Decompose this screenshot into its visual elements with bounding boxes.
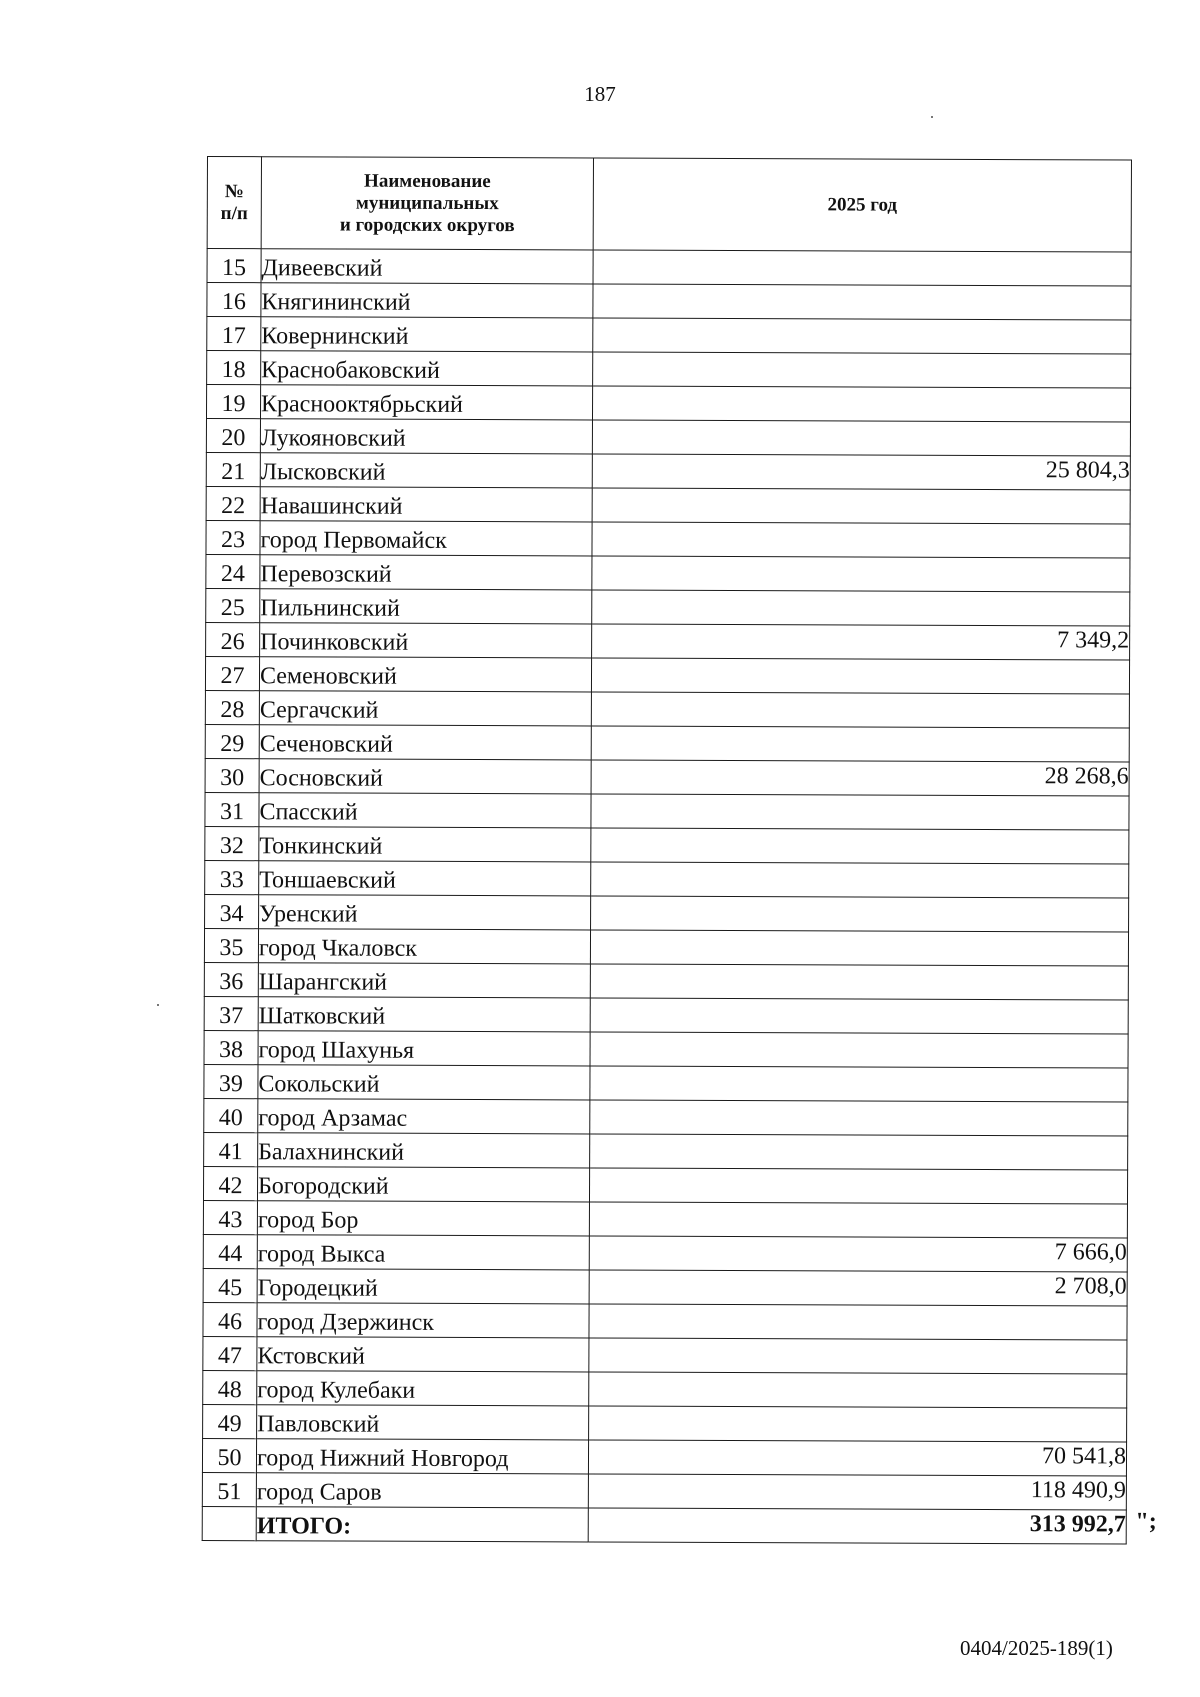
table-header-row: [207, 157, 1131, 253]
row-number: 24: [206, 554, 260, 588]
table-row: [206, 554, 1130, 592]
row-amount: 118 490,9: [588, 1474, 1126, 1510]
row-amount: [590, 1100, 1128, 1136]
table-row: [205, 826, 1129, 864]
table-row: [206, 385, 1130, 423]
row-amount: [592, 590, 1130, 626]
row-number: 31: [205, 792, 259, 826]
row-number: 28: [205, 690, 259, 724]
row-amount: [589, 1202, 1127, 1238]
row-amount: [591, 896, 1129, 932]
table-row: [206, 486, 1130, 524]
row-number: 19: [206, 385, 260, 419]
table-row: [207, 351, 1131, 389]
row-number: 22: [206, 486, 260, 520]
row-amount: [589, 1168, 1127, 1204]
closing-quote: ";: [1135, 1508, 1157, 1535]
row-municipality-name: Лысковский: [260, 453, 592, 488]
row-amount: [593, 318, 1131, 354]
row-amount: [593, 250, 1131, 286]
row-number: 26: [206, 622, 260, 656]
table-row: [203, 1336, 1127, 1374]
header-year: 2025 год: [593, 158, 1131, 252]
page-number: 187: [584, 82, 616, 106]
row-amount: 2 708,0: [589, 1270, 1127, 1306]
row-amount: [590, 964, 1128, 1000]
table-row: [204, 928, 1128, 966]
row-number: 33: [205, 860, 259, 894]
table-row: [202, 1472, 1126, 1510]
row-amount: [591, 862, 1129, 898]
row-number: 51: [202, 1472, 256, 1506]
row-municipality-name: Балахнинский: [258, 1133, 590, 1168]
table-row: [203, 1302, 1127, 1340]
row-municipality-name: Сергачский: [259, 691, 591, 726]
total-number-cell: [202, 1506, 256, 1540]
row-municipality-name: город Арзамас: [258, 1099, 590, 1134]
total-label: ИТОГО:: [256, 1507, 588, 1542]
row-amount: [591, 692, 1129, 728]
row-amount: [593, 284, 1131, 320]
row-number: 35: [204, 928, 258, 962]
table-row: [206, 622, 1130, 660]
table-row: [203, 1234, 1127, 1272]
row-municipality-name: Сеченовский: [259, 725, 591, 760]
row-amount: [592, 420, 1130, 456]
table-row: [204, 1132, 1128, 1170]
row-number: 41: [204, 1132, 258, 1166]
table-row: [206, 588, 1130, 626]
row-amount: [589, 1338, 1127, 1374]
budget-table: [202, 156, 1157, 1545]
row-municipality-name: Краснобаковский: [261, 351, 593, 386]
header-name: [261, 157, 593, 250]
row-amount: [592, 488, 1130, 524]
row-municipality-name: Богородский: [257, 1167, 589, 1202]
row-municipality-name: Сосновский: [259, 759, 591, 794]
table-row: [205, 792, 1129, 830]
table-row: [203, 1200, 1127, 1238]
budget-table-container: [202, 156, 1157, 1545]
row-number: 39: [204, 1064, 258, 1098]
row-number: 25: [206, 588, 260, 622]
row-amount: [590, 1066, 1128, 1102]
row-number: 48: [203, 1370, 257, 1404]
row-number: 44: [203, 1234, 257, 1268]
row-municipality-name: город Кулебаки: [257, 1371, 589, 1406]
row-municipality-name: Княгининский: [261, 283, 593, 318]
table-row: [206, 452, 1130, 490]
table-row: [207, 283, 1131, 321]
row-amount: [593, 352, 1131, 388]
row-number: 45: [203, 1268, 257, 1302]
row-municipality-name: город Дзержинск: [257, 1303, 589, 1338]
row-number: 18: [207, 351, 261, 385]
row-municipality-name: Семеновский: [259, 657, 591, 692]
row-number: 17: [207, 317, 261, 351]
total-value-cell: [588, 1508, 1157, 1544]
table-row: [207, 249, 1131, 287]
table-row: [204, 1064, 1128, 1102]
header-number-text: № п/п: [220, 180, 248, 224]
row-municipality-name: Пильнинский: [260, 589, 592, 624]
total-row: [202, 1506, 1126, 1544]
table-row: [203, 1404, 1127, 1442]
row-number: 34: [205, 894, 259, 928]
row-amount: [592, 556, 1130, 592]
table-row: [204, 962, 1128, 1000]
row-number: 47: [203, 1336, 257, 1370]
row-municipality-name: Городецкий: [257, 1269, 589, 1304]
scan-speck: [931, 116, 933, 118]
scan-speck: [157, 1004, 159, 1006]
table-row: [207, 317, 1131, 355]
row-number: 15: [207, 249, 261, 283]
row-number: 36: [204, 962, 258, 996]
row-number: 16: [207, 283, 261, 317]
row-amount: 7 349,2: [592, 624, 1130, 660]
row-amount: [592, 522, 1130, 558]
table-row: [206, 419, 1130, 457]
table-row: [205, 894, 1129, 932]
row-number: 50: [202, 1438, 256, 1472]
total-value: 313 992,7: [1029, 1511, 1126, 1538]
row-municipality-name: Тонкинский: [259, 827, 591, 862]
row-municipality-name: Перевозский: [260, 555, 592, 590]
table-body: [202, 249, 1157, 1545]
row-municipality-name: Починковский: [260, 623, 592, 658]
row-amount: [591, 794, 1129, 830]
row-amount: [591, 658, 1129, 694]
row-amount: [589, 1406, 1127, 1442]
row-municipality-name: город Саров: [256, 1473, 588, 1508]
row-municipality-name: Спасский: [259, 793, 591, 828]
row-municipality-name: город Выкса: [257, 1235, 589, 1270]
table-row: [205, 860, 1129, 898]
table-row: [203, 1268, 1127, 1306]
row-number: 27: [205, 656, 259, 690]
row-amount: [589, 1304, 1127, 1340]
row-number: 46: [203, 1302, 257, 1336]
row-municipality-name: Ковернинский: [261, 317, 593, 352]
table-row: [202, 1438, 1126, 1476]
row-municipality-name: город Первомайск: [260, 521, 592, 556]
header-number: [207, 157, 261, 249]
row-amount: [589, 1372, 1127, 1408]
table-row: [205, 690, 1129, 728]
row-number: 32: [205, 826, 259, 860]
row-number: 21: [206, 452, 260, 486]
row-municipality-name: Краснооктябрьский: [260, 385, 592, 420]
row-number: 37: [204, 996, 258, 1030]
table-row: [203, 1370, 1127, 1408]
table-row: [203, 1166, 1127, 1204]
row-municipality-name: город Нижний Новгород: [256, 1439, 588, 1474]
table-row: [204, 1030, 1128, 1068]
row-municipality-name: город Чкаловск: [258, 929, 590, 964]
row-number: 42: [203, 1166, 257, 1200]
row-number: 23: [206, 520, 260, 554]
row-municipality-name: Шатковский: [258, 997, 590, 1032]
row-number: 30: [205, 758, 259, 792]
row-amount: 7 666,0: [589, 1236, 1127, 1272]
header-name-text: Наименование муниципальных и городских округов: [339, 170, 515, 236]
row-amount: [590, 998, 1128, 1034]
table-row: [204, 1098, 1128, 1136]
row-municipality-name: Шарангский: [258, 963, 590, 998]
row-amount: [591, 726, 1129, 762]
row-municipality-name: Уренский: [259, 895, 591, 930]
row-municipality-name: город Шахунья: [258, 1031, 590, 1066]
row-number: 40: [204, 1098, 258, 1132]
row-municipality-name: Лукояновский: [260, 419, 592, 454]
row-number: 38: [204, 1030, 258, 1064]
row-amount: [592, 386, 1130, 422]
row-municipality-name: город Бор: [257, 1201, 589, 1236]
document-code: 0404/2025-189(1): [960, 1636, 1113, 1660]
row-municipality-name: Павловский: [257, 1405, 589, 1440]
row-municipality-name: Сокольский: [258, 1065, 590, 1100]
row-number: 49: [203, 1404, 257, 1438]
row-municipality-name: Кстовский: [257, 1337, 589, 1372]
table-row: [205, 758, 1129, 796]
row-amount: [590, 1032, 1128, 1068]
row-number: 43: [203, 1200, 257, 1234]
row-amount: [590, 1134, 1128, 1170]
row-amount: 25 804,3: [592, 454, 1130, 490]
row-amount: [591, 828, 1129, 864]
table-row: [206, 520, 1130, 558]
row-municipality-name: Дивеевский: [261, 249, 593, 284]
row-number: 20: [206, 419, 260, 453]
table-row: [205, 724, 1129, 762]
row-municipality-name: Навашинский: [260, 487, 592, 522]
row-amount: [590, 930, 1128, 966]
table-row: [205, 656, 1129, 694]
table-row: [204, 996, 1128, 1034]
row-number: 29: [205, 724, 259, 758]
row-municipality-name: Тоншаевский: [259, 861, 591, 896]
row-amount: 28 268,6: [591, 760, 1129, 796]
row-amount: 70 541,8: [588, 1440, 1126, 1476]
